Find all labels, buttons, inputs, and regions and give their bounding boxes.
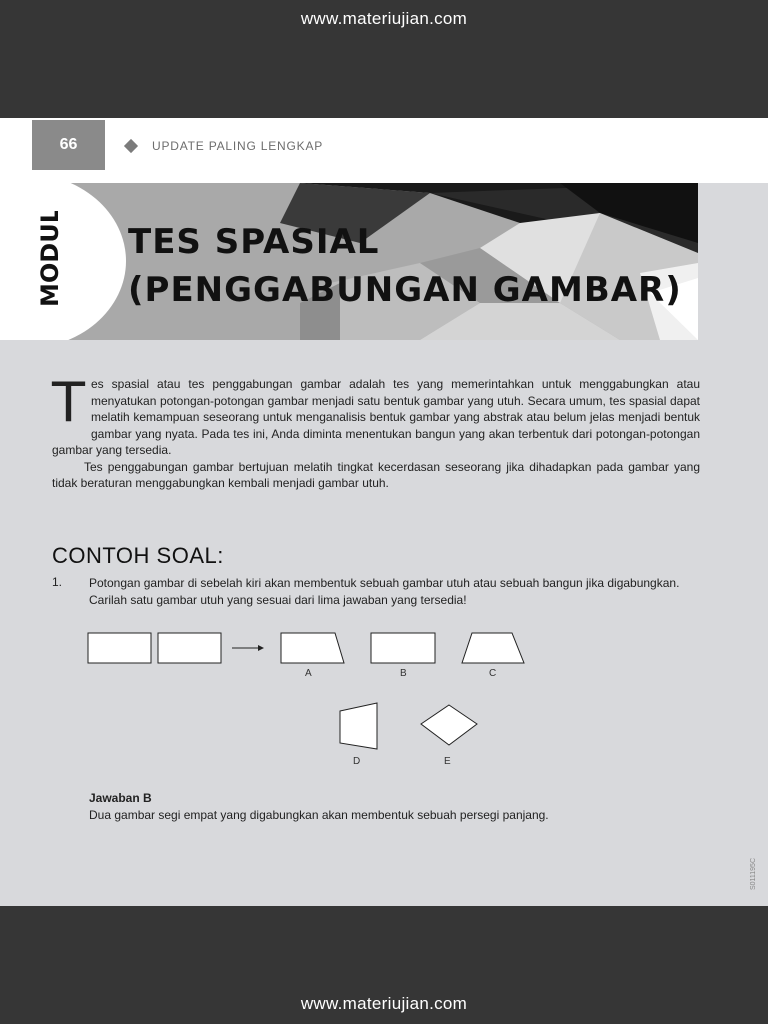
piece-right bbox=[158, 633, 221, 663]
module-label bbox=[30, 211, 70, 311]
arrow-head bbox=[258, 645, 264, 651]
drop-cap: T bbox=[52, 371, 85, 434]
question-figures bbox=[80, 623, 550, 773]
page-header bbox=[0, 118, 768, 183]
section-header-text: UPDATE PALING LENGKAP bbox=[152, 139, 324, 153]
intro-paragraph-2: Tes penggabungan gambar bertujuan melatih tingkat kecerdasan seseorang jika dihadapkan pada gambar yang tidak beraturan menggabungkan kembali menjadi gambar utuh. bbox=[52, 459, 700, 490]
intro-paragraph-1: es spasial atau tes penggabungan gambar adalah tes yang memerintahkan untuk menggabungkan atau menyatukan potongan-potongan gambar menjadi satu bentuk gambar yang utuh. Secara umum, tes spasial dapat melatih kemampuan seseorang untuk menganalisis bentuk gambar yang abstrak atau belum jelas menjadi bentuk gambar yang nyata. Pada tes ini, Anda diminta menentukan bangun yang akan terbentuk dari potongan-potongan gambar yang tersedia. bbox=[52, 377, 700, 457]
page-number: 66 bbox=[32, 120, 105, 170]
side-code: S011195C bbox=[750, 858, 757, 891]
option-a-shape bbox=[281, 633, 344, 663]
piece-left bbox=[88, 633, 151, 663]
diamond-icon bbox=[124, 139, 138, 153]
option-e-shape bbox=[421, 705, 477, 745]
option-d-shape bbox=[340, 703, 377, 749]
module-banner bbox=[0, 183, 698, 340]
example-heading: CONTOH SOAL: bbox=[52, 543, 224, 568]
answer-title: Jawaban B bbox=[89, 791, 152, 805]
module-title-line1: TES SPASIAL bbox=[128, 222, 380, 262]
option-b-label: B bbox=[400, 668, 407, 679]
option-c-label: C bbox=[489, 668, 497, 679]
site-url-bottom[interactable]: www.materiujian.com bbox=[300, 994, 468, 1013]
module-title-line2: (PENGGABUNGAN GAMBAR) bbox=[128, 270, 682, 310]
option-d-label: D bbox=[353, 756, 361, 767]
question-text: Potongan gambar di sebelah kiri akan membentuk sebuah gambar utuh atau sebuah bangun jika digabungkan. Carilah satu gambar utuh yang sesuai dari lima jawaban yang tersedia! bbox=[89, 576, 680, 607]
module-label-text: MODUL 7 bbox=[36, 211, 64, 307]
intro-text bbox=[52, 371, 700, 492]
option-a-label: A bbox=[305, 668, 312, 679]
answer-text: Dua gambar segi empat yang digabungkan akan membentuk sebuah persegi panjang. bbox=[89, 808, 549, 822]
site-url-top[interactable]: www.materiujian.com bbox=[300, 9, 468, 28]
question-number: 1. bbox=[52, 575, 63, 589]
option-b-shape bbox=[371, 633, 435, 663]
option-e-label: E bbox=[444, 756, 451, 767]
option-c-shape bbox=[462, 633, 524, 663]
book-page bbox=[0, 118, 768, 906]
